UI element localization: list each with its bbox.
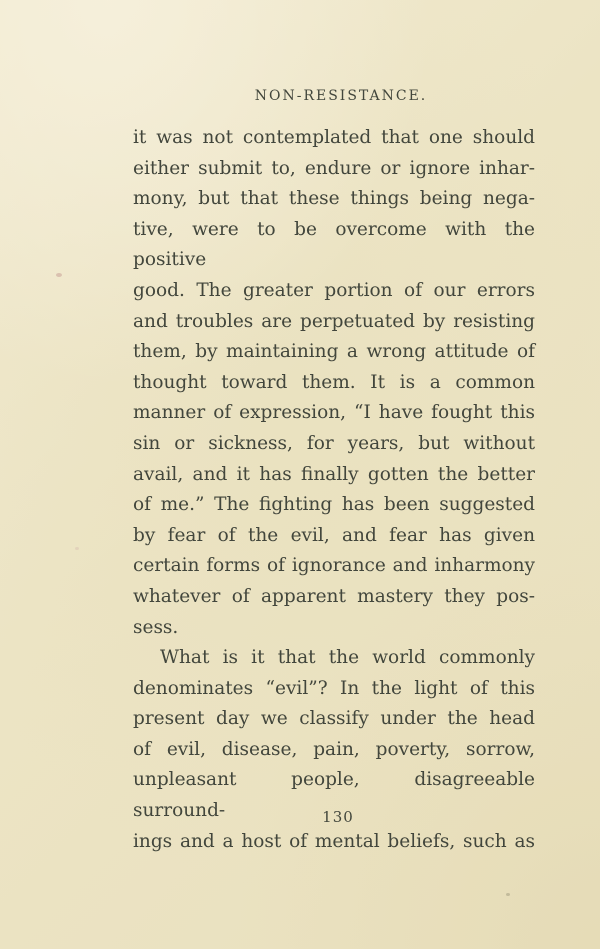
paper-speck [56,273,62,277]
text-line: tive, were to be overcome with the positive [133,218,535,271]
paper-speck [506,893,510,896]
page-number: 130 [322,808,354,826]
text-line: and troubles are perpetuated by resisting [133,310,535,332]
text-line: them, by maintaining a wrong attitude of [133,341,535,363]
text-line: of me.” The fighting has been suggested [133,494,535,516]
text-line: denominates “evil”? In the light of this [133,677,535,699]
text-line: either submit to, endure or ignore inhar- [133,157,535,179]
text-line: it was not contemplated that one should [133,127,535,148]
text-line: ings and a host of mental beliefs, such as [133,830,535,852]
text-line: thought toward them. It is a common [133,371,535,393]
text-line: avail, and it has finally gotten the better [133,463,535,485]
text-block [133,123,535,857]
text-line: certain forms of ignorance and inharmony [133,555,535,577]
text-line: sin or sickness, for years, but without [133,432,535,454]
text-line: of evil, disease, pain, poverty, sorrow, [133,738,535,760]
text-line: good. The greater portion of our errors [133,279,535,301]
text-line: whatever of apparent mastery they pos- [133,585,535,607]
paper-speck [75,547,79,550]
text-line: by fear of the evil, and fear has given [133,524,535,546]
text-line: present day we classify under the head [133,708,535,730]
text-line: mony, but that these things being nega- [133,188,535,210]
running-head: NON-RESISTANCE. [254,88,428,104]
text-line: manner of expression, “I have fought this [133,402,535,424]
text-line: What is it that the world commonly [160,647,535,669]
text-line: unpleasant people, disagreeable surround- [133,769,535,822]
text-line: sess. [133,616,179,638]
